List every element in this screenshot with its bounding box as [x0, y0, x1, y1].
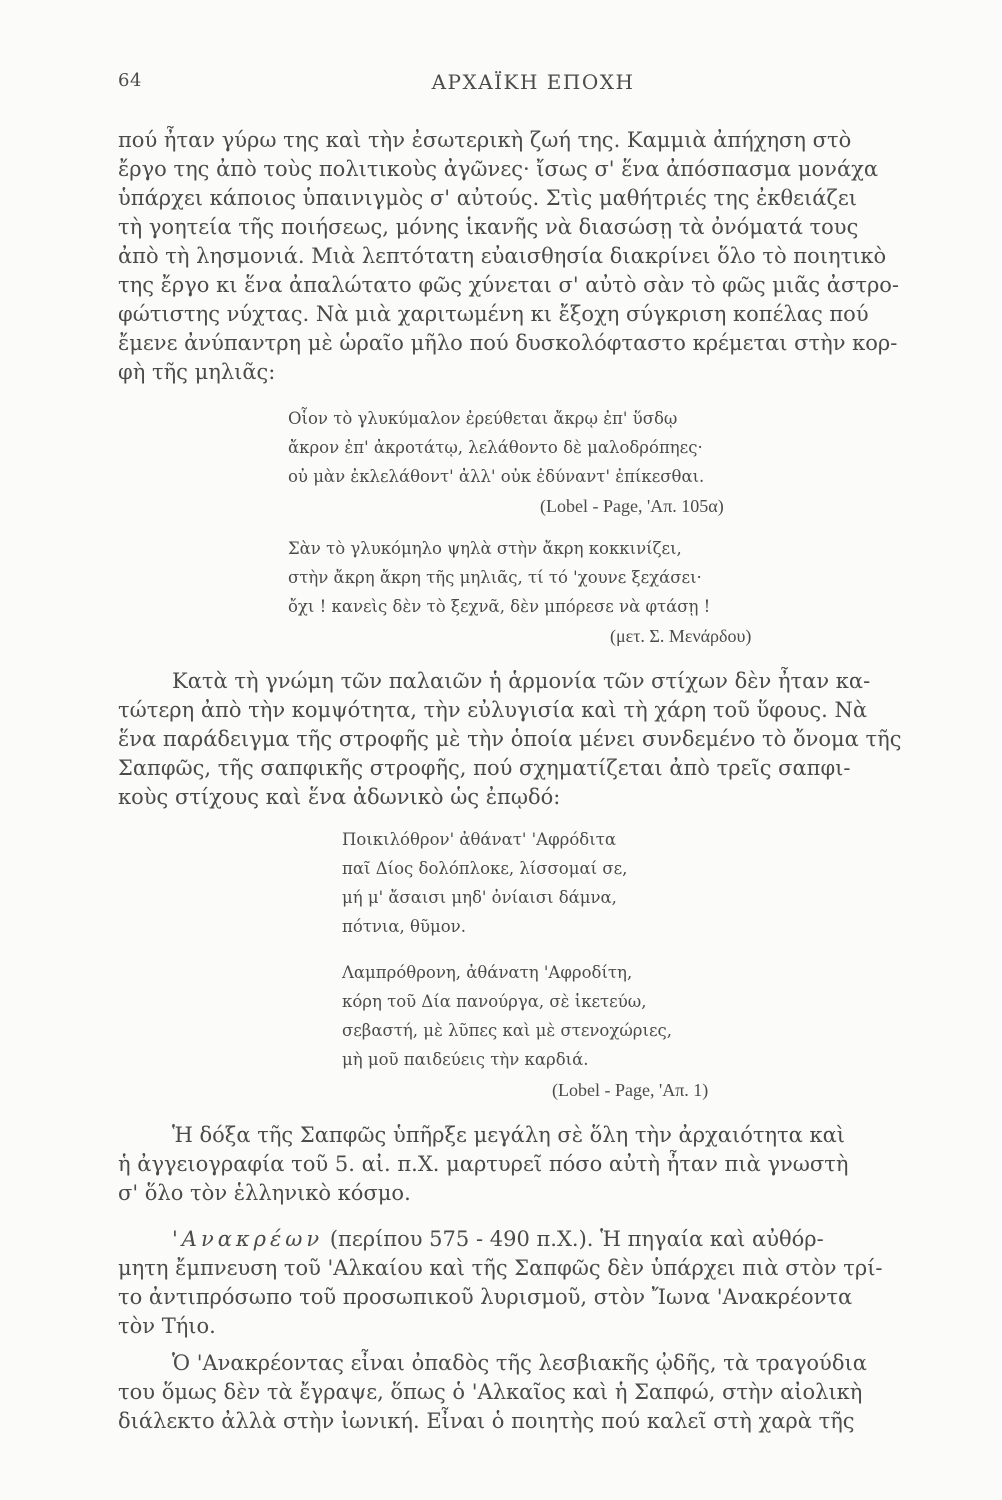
text-line: διάλεκτο ἀλλὰ στὴν ἰωνική. Εἶναι ὁ ποιητὴς πού καλεῖ στὴ χαρὰ τῆς [118, 1409, 855, 1433]
text-line: κοὺς στίχους καὶ ἕνα ἀδωνικὸ ὡς ἐπῳδό: [118, 785, 561, 809]
verse-line: Οἷον τὸ γλυκύμαλον ἐρεύθεται ἄκρῳ ἐπ' ὕσδῳ [288, 409, 678, 428]
verse-line: οὐ μὰν ἐκλελάθοντ' ἀλλ' οὐκ ἐδύναντ' ἐπίκεσθαι. [288, 467, 705, 486]
text-line: τὴ γοητεία τῆς ποιήσεως, μόνης ἱκανῆς νὰ διασώσῃ τὰ ὀνόματά τους [118, 215, 859, 239]
citation-fr1: (Lobel - Page, 'Απ. 1) [552, 1080, 709, 1100]
quote-original-105a [288, 404, 704, 491]
paragraph-3 [118, 1121, 950, 1208]
verse-line: παῖ Δίος δολόπλοκε, λίσσομαί σε, [342, 859, 628, 878]
quote-sapphic-translation [342, 958, 672, 1074]
text-line: πού ἦταν γύρω της καὶ τὴν ἐσωτερικὴ ζωή της. Καμμιὰ ἀπήχηση στὸ [118, 128, 852, 152]
verse-line: Ποικιλόθρον' ἀθάνατ' 'Αφρόδιτα [342, 830, 616, 849]
author-name: 'Ανακρέων [172, 1227, 324, 1251]
citation-105a: (Lobel - Page, 'Απ. 105α) [540, 496, 724, 516]
text-line: ἔμενε ἀνύπαντρη μὲ ὡραῖο μῆλο πού δυσκολόφταστο κρέμεται στὴν κορ- [118, 331, 898, 355]
verse-line: σεβαστή, μὲ λῦπες καὶ μὲ στενοχώριες, [342, 1021, 672, 1040]
text-line: ὑπάρχει κάποιος ὑπαινιγμὸς σ' αὐτούς. Στὶς μαθήτριές της ἐκθειάζει [118, 186, 857, 210]
verse-line: μὴ μοῦ παιδεύεις τὴν καρδιά. [342, 1050, 589, 1069]
paragraph-1 [118, 126, 950, 387]
running-head: ΑΡΧΑΪΚΗ ΕΠΟΧΗ [431, 70, 635, 94]
text-line: ἕνα παράδειγμα τῆς στροφῆς μὲ τὴν ὁποία μένει συνδεμένο τὸ ὄνομα τῆς [118, 727, 902, 751]
text-line: της ἔργο κι ἕνα ἀπαλώτατο φῶς χύνεται σ' αὐτὸ σὰν τὸ φῶς μιᾶς ἀστρο- [118, 273, 900, 297]
quote-sapphic-original [342, 825, 627, 941]
verse-line: ἄκρον ἐπ' ἀκροτάτῳ, λελάθοντο δὲ μαλοδρόπηες· [288, 438, 703, 457]
text-line: Κατὰ τὴ γνώμη τῶν παλαιῶν ἡ ἁρμονία τῶν στίχων δὲν ἦταν κα- [172, 669, 871, 693]
text-line: ἀπὸ τὴ λησμονιά. Μιὰ λεπτότατη εὐαισθησία διακρίνει ὅλο τὸ ποιητικὸ [118, 244, 887, 268]
paragraph-5 [118, 1349, 950, 1436]
text-line: ἡ ἀγγειογραφία τοῦ 5. αἰ. π.Χ. μαρτυρεῖ πόσο αὐτὴ ἦταν πιὰ γνωστὴ [118, 1152, 849, 1176]
paragraph-2 [118, 667, 950, 812]
text-line: το ἀντιπρόσωπο τοῦ προσωπικοῦ λυρισμοῦ, στὸν Ἴωνα 'Ανακρέοντα [118, 1285, 853, 1309]
text-line: Ἡ δόξα τῆς Σαπφῶς ὑπῆρξε μεγάλη σὲ ὅλη τὴν ἀρχαιότητα καὶ [172, 1123, 846, 1147]
verse-line: κόρη τοῦ Δία πανούργα, σὲ ἱκετεύω, [342, 992, 647, 1011]
paragraph-4 [118, 1225, 950, 1341]
text-line: τώτερη ἀπὸ τὴν κομψότητα, τὴν εὐλυγισία καὶ τὴ χάρη τοῦ ὕφους. Νὰ [118, 698, 868, 722]
verse-line: Σὰν τὸ γλυκόμηλο ψηλὰ στὴν ἄκρη κοκκινίζει, [288, 539, 682, 558]
verse-line: Λαμπρόθρονη, ἀθάνατη 'Αφροδίτη, [342, 963, 633, 982]
page-number: 64 [118, 70, 142, 91]
page-header [118, 70, 948, 100]
text-line: Σαπφῶς, τῆς σαπφικῆς στροφῆς, πού σχηματίζεται ἀπὸ τρεῖς σαπφι- [118, 756, 851, 780]
verse-line: στὴν ἄκρη ἄκρη τῆς μηλιᾶς, τί τό 'χουνε ξεχάσει· [288, 568, 702, 587]
text-line: ἔργο της ἀπὸ τοὺς πολιτικοὺς ἀγῶνες· ἴσως σ' ἕνα ἀπόσπασμα μονάχα [118, 157, 879, 181]
verse-line: μή μ' ἄσαισι μηδ' ὀνίαισι δάμνα, [342, 888, 617, 907]
verse-line: ὄχι ! κανεὶς δὲν τὸ ξεχνᾶ, δὲν μπόρεσε νὰ φτάσῃ ! [288, 597, 711, 616]
text-line: τὸν Τήιο. [118, 1314, 216, 1338]
text-line: του ὅμως δὲν τὰ ἔγραψε, ὅπως ὁ 'Αλκαῖος καὶ ἡ Σαπφώ, στὴν αἰολικὴ [118, 1380, 863, 1404]
text-line: μητη ἔμπνευση τοῦ 'Αλκαίου καὶ τῆς Σαπφῶς δὲν ὑπάρχει πιὰ στὸν τρί- [118, 1256, 883, 1280]
text-line: φώτιστης νύχτας. Νὰ μιὰ χαριτωμένη κι ἔξοχη σύγκριση κοπέλας πού [118, 302, 869, 326]
quote-translation-105a [288, 534, 710, 621]
text-line: Ὁ 'Ανακρέοντας εἶναι ὀπαδὸς τῆς λεσβιακῆς ᾠδῆς, τὰ τραγούδια [172, 1351, 867, 1375]
text-line: σ' ὅλο τὸν ἑλληνικὸ κόσμο. [118, 1181, 411, 1205]
text-line: 'Ανακρέων (περίπου 575 - 490 π.Χ.). Ἡ πηγαία καὶ αὐθόρ- [172, 1227, 824, 1251]
verse-line: πότνια, θῦμον. [342, 917, 466, 936]
citation-translator: (μετ. Σ. Μενάρδου) [610, 626, 752, 646]
text-line: φὴ τῆς μηλιᾶς: [118, 360, 276, 384]
